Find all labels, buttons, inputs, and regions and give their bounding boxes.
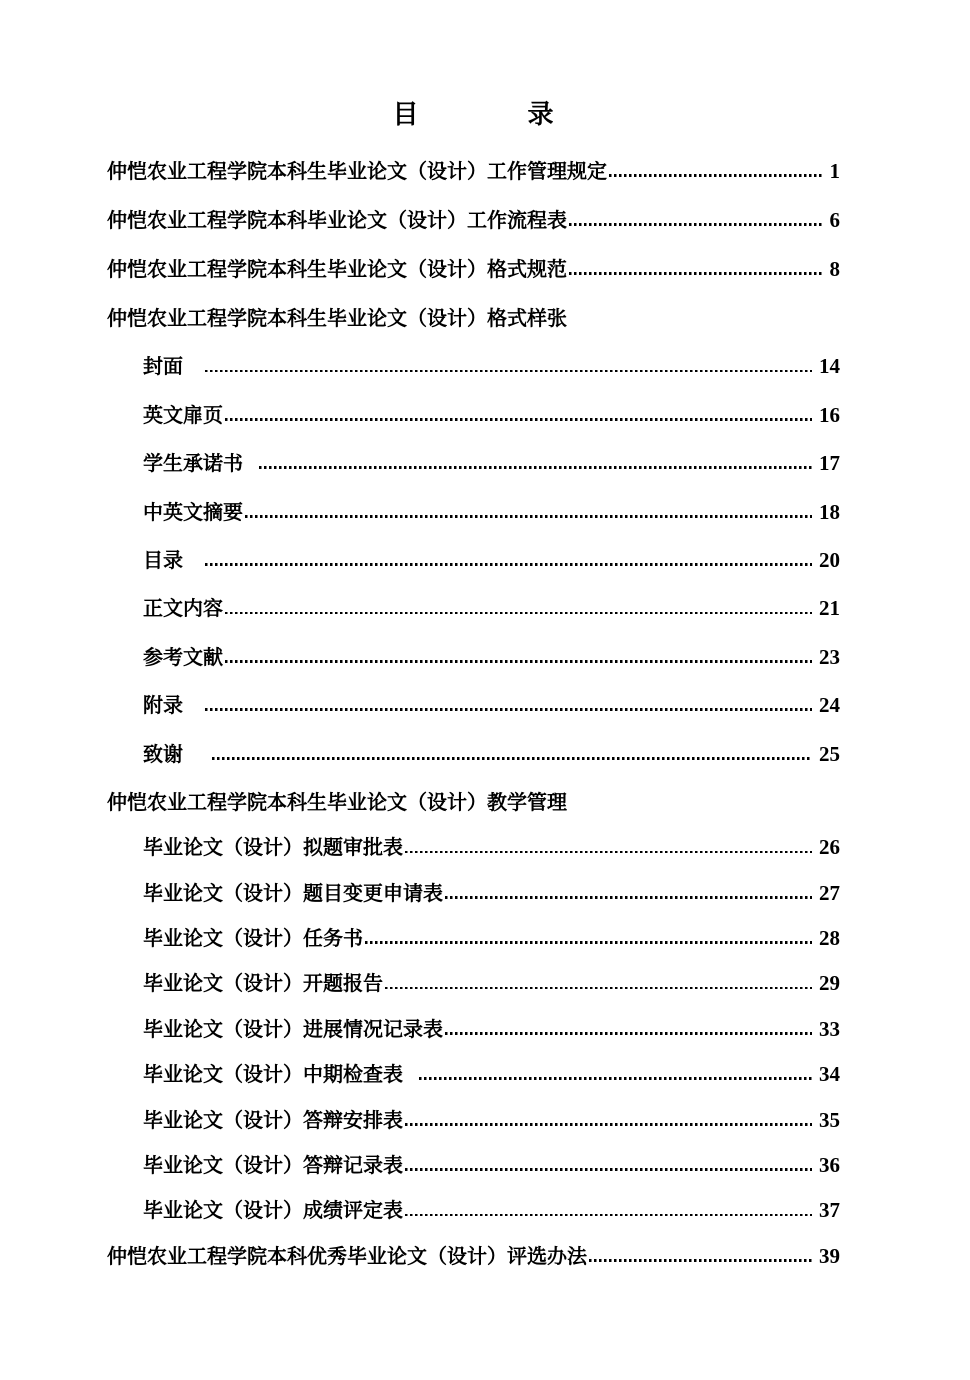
toc-entry-page: 37 — [819, 1198, 840, 1223]
toc-entry-label: 仲恺农业工程学院本科毕业论文（设计）工作流程表 — [107, 208, 567, 232]
toc-entry — [107, 766, 840, 814]
toc-entry[interactable] — [107, 1177, 840, 1222]
dot-leader — [405, 851, 812, 854]
toc-entry[interactable] — [107, 330, 840, 378]
toc-entry[interactable] — [107, 1222, 840, 1267]
toc-entry[interactable] — [107, 427, 840, 475]
dot-leader — [225, 660, 812, 663]
toc-entry-page: 28 — [819, 926, 840, 951]
toc-entry-page: 39 — [819, 1243, 840, 1268]
toc-entry[interactable] — [107, 1132, 840, 1177]
toc-entry-label: 仲恺农业工程学院本科生毕业论文（设计）格式样张 — [107, 306, 567, 330]
dot-leader — [419, 1077, 812, 1080]
toc-entry-label: 英文扉页 — [143, 402, 223, 427]
toc-entry-label: 毕业论文（设计）中期检查表 — [143, 1062, 417, 1087]
toc-entry-page: 16 — [819, 402, 840, 427]
toc-entry[interactable] — [107, 378, 840, 426]
toc-entry-label: 附录 — [143, 693, 203, 718]
toc-entry-label: 学生承诺书 — [143, 451, 257, 476]
dot-leader — [205, 708, 812, 711]
dot-leader — [405, 1214, 812, 1217]
toc-entry[interactable] — [107, 232, 840, 281]
toc-entry-page: 6 — [829, 208, 840, 232]
toc-entry-page: 26 — [819, 835, 840, 860]
dot-leader — [245, 515, 812, 518]
toc-entry[interactable] — [107, 995, 840, 1040]
toc-entry-label: 仲恺农业工程学院本科生毕业论文（设计）工作管理规定 — [107, 159, 607, 183]
toc-entry — [107, 281, 840, 330]
toc-entry-page: 14 — [819, 354, 840, 379]
toc-entry[interactable] — [107, 475, 840, 523]
toc-entry-page: 8 — [829, 257, 840, 281]
toc-entry[interactable] — [107, 717, 840, 765]
toc-entry-page: 25 — [819, 741, 840, 766]
dot-leader — [609, 174, 823, 177]
toc-entry[interactable] — [107, 572, 840, 620]
toc-entry-page: 33 — [819, 1016, 840, 1041]
toc-entry[interactable] — [107, 814, 840, 859]
toc-entry[interactable] — [107, 905, 840, 950]
toc-entry[interactable] — [107, 183, 840, 232]
toc-entry-label: 毕业论文（设计）成绩评定表 — [143, 1198, 403, 1223]
toc-entry-label: 毕业论文（设计）拟题审批表 — [143, 835, 403, 860]
dot-leader — [225, 418, 812, 421]
dot-leader — [569, 272, 823, 275]
toc-entry-page: 21 — [819, 596, 840, 621]
toc-entry[interactable] — [107, 134, 840, 183]
toc-entry-page: 23 — [819, 644, 840, 669]
dot-leader — [259, 466, 812, 469]
toc-entry-label: 毕业论文（设计）答辩记录表 — [143, 1153, 403, 1178]
toc-entry-label: 正文内容 — [143, 596, 223, 621]
dot-leader — [205, 370, 812, 373]
toc-entry-label: 毕业论文（设计）进展情况记录表 — [143, 1016, 443, 1041]
toc-entry-page: 20 — [819, 547, 840, 572]
toc-entry-page: 24 — [819, 693, 840, 718]
toc-entry-label: 毕业论文（设计）答辩安排表 — [143, 1107, 403, 1132]
toc-entry-label: 仲恺农业工程学院本科生毕业论文（设计）教学管理 — [107, 789, 567, 814]
toc-entry[interactable] — [107, 620, 840, 668]
toc-entry-label: 毕业论文（设计）题目变更申请表 — [143, 880, 443, 905]
toc-entry-page: 1 — [829, 159, 840, 183]
dot-leader — [445, 1032, 812, 1035]
dot-leader — [205, 563, 812, 566]
toc-entry-page: 34 — [819, 1062, 840, 1087]
dot-leader — [385, 987, 812, 990]
toc-entry-label: 封面 — [143, 354, 203, 379]
toc-entry-label: 目录 — [143, 547, 203, 572]
toc-entry-page: 18 — [819, 499, 840, 524]
toc-entry-page: 17 — [819, 451, 840, 476]
dot-leader — [569, 223, 823, 226]
dot-leader — [405, 1123, 812, 1126]
toc-entry[interactable] — [107, 1086, 840, 1131]
toc-entry-label: 毕业论文（设计）任务书 — [143, 926, 363, 951]
dot-leader — [225, 612, 812, 615]
page-title: 目 录 — [392, 100, 555, 130]
toc-entry-label: 参考文献 — [143, 644, 223, 669]
dot-leader — [405, 1168, 812, 1171]
toc-entry-page: 29 — [819, 971, 840, 996]
toc-entry-label: 毕业论文（设计）开题报告 — [143, 971, 383, 996]
toc-entry-page: 35 — [819, 1107, 840, 1132]
toc-entry-label: 中英文摘要 — [143, 499, 243, 524]
toc-entry[interactable] — [107, 1041, 840, 1086]
toc-entry-label: 仲恺农业工程学院本科生毕业论文（设计）格式规范 — [107, 257, 567, 281]
toc-entry-label: 致谢 — [143, 741, 210, 766]
toc-entry[interactable] — [107, 524, 840, 572]
dot-leader — [589, 1259, 812, 1262]
toc-entry-label: 仲恺农业工程学院本科优秀毕业论文（设计）评选办法 — [107, 1243, 587, 1268]
dot-leader — [365, 941, 812, 944]
dot-leader — [212, 757, 812, 760]
toc-entry[interactable] — [107, 669, 840, 717]
toc-entry[interactable] — [107, 950, 840, 995]
dot-leader — [445, 896, 812, 899]
toc-entry-page: 36 — [819, 1153, 840, 1178]
toc-entry[interactable] — [107, 859, 840, 904]
toc-list — [107, 134, 840, 1268]
toc-entry-page: 27 — [819, 880, 840, 905]
